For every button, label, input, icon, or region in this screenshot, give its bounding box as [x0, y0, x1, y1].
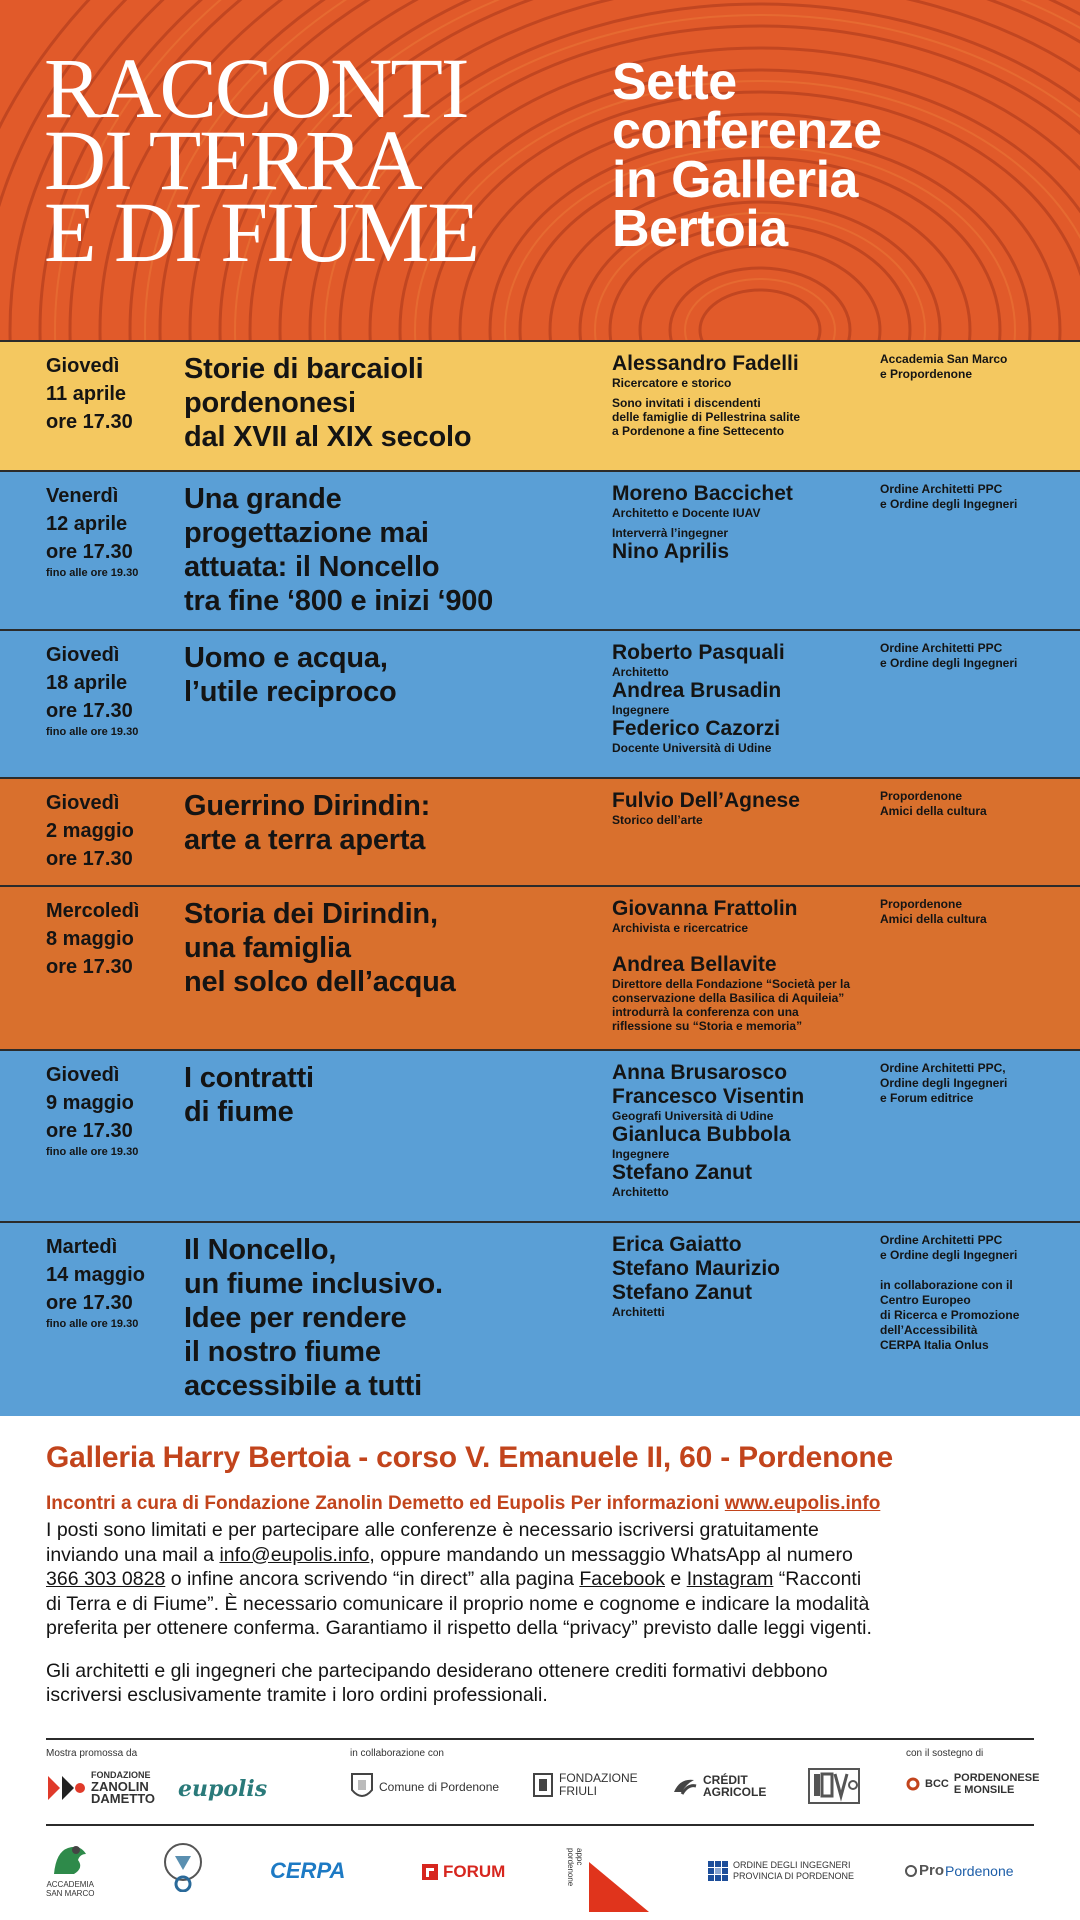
- organizer-line: e Propordenone: [880, 367, 973, 381]
- event-day: 9 maggio: [46, 1092, 134, 1114]
- event-title-line: Guerrino Dirindin:: [184, 790, 431, 822]
- title-line: DI TERRA: [44, 112, 421, 208]
- logo-text: AGRICOLE: [703, 1785, 767, 1799]
- event-organizer: [880, 1061, 1075, 1106]
- event-note: Interverrà l’ingegner: [612, 526, 729, 540]
- event-title-line: una famiglia: [184, 932, 351, 964]
- organizer-line: e Ordine degli Ingegneri: [880, 1248, 1018, 1262]
- speaker-name: Andrea Bellavite: [612, 953, 777, 976]
- friuli-text: [559, 1772, 638, 1798]
- subtitle-line: in Galleria: [612, 151, 858, 209]
- event-row: [0, 470, 1080, 629]
- info-line: preferita per ottenere conferma. Garantiamo il rispetto della “privacy” previsto dalle leggi vigenti.: [46, 1617, 872, 1639]
- event-note: a Pordenone a fine Settecento: [612, 424, 785, 438]
- info-line: Gli architetti e gli ingegneri che partecipando desiderano ottenere crediti formativi debbono: [46, 1659, 828, 1682]
- subtitle-line: conferenze: [612, 102, 882, 160]
- label-collaboration: in collaborazione con: [350, 1748, 444, 1759]
- event-weekday: Giovedì: [46, 792, 120, 814]
- logo-text: ORDINE DEGLI INGEGNERI: [733, 1860, 851, 1870]
- ingegneri-text: [733, 1860, 854, 1882]
- event-weekday: Venerdì: [46, 485, 119, 507]
- organizer-line: Amici della cultura: [880, 804, 987, 818]
- sponsors-row-bottom: [46, 1824, 1034, 1920]
- header-banner: [0, 0, 1080, 340]
- event-title: [184, 789, 594, 857]
- event-time: ore 17.30: [46, 700, 133, 722]
- bcc-logo: [906, 1772, 1039, 1796]
- speaker-role: Ricercatore e storico: [612, 376, 732, 390]
- event-note: Sono invitati i discendenti: [612, 396, 761, 410]
- event-row: [0, 777, 1080, 885]
- event-time: ore 17.30: [46, 1120, 133, 1142]
- event-note: delle famiglie di Pellestrina salite: [612, 410, 801, 424]
- curated-by: [46, 1492, 1046, 1516]
- speaker-name: Stefano Zanut: [612, 1161, 752, 1184]
- organizer-line: di Ricerca e Promozione: [880, 1308, 1020, 1322]
- registration-info: [46, 1518, 1046, 1641]
- organizer-line: Amici della cultura: [880, 912, 987, 926]
- event-day: 18 aprile: [46, 672, 128, 694]
- event-title: [184, 1061, 594, 1129]
- speaker-name: Stefano Zanut: [612, 1281, 752, 1304]
- speaker-name: Stefano Maurizio: [612, 1257, 781, 1280]
- cerpa-text: CERPA: [270, 1858, 346, 1883]
- levo-mark-icon: [808, 1768, 860, 1804]
- event-organizer: [880, 482, 1075, 512]
- bcc-prefix: BCC: [925, 1778, 949, 1790]
- speaker-name: Gianluca Bubbola: [612, 1123, 791, 1146]
- venue-address: Galleria Harry Bertoia - corso V. Emanuele II, 60 - Pordenone: [46, 1441, 894, 1474]
- organizer-line: Ordine Architetti PPC: [880, 1233, 1003, 1247]
- organizer-line: CERPA Italia Onlus: [880, 1338, 989, 1352]
- logo-text: FONDAZIONE: [91, 1770, 151, 1780]
- ingegneri-grid-icon: [708, 1861, 728, 1881]
- event-speakers: [612, 352, 882, 438]
- speaker-name: Moreno Baccichet: [612, 482, 793, 505]
- event-title-line: un fiume inclusivo.: [184, 1268, 443, 1300]
- curated-text: Incontri a cura di Fondazione Zanolin Demetto ed Eupolis Per informazioni: [46, 1493, 725, 1514]
- event-organizer: [880, 641, 1075, 671]
- event-organizer: [880, 789, 1075, 819]
- organizer-line: Centro Europeo: [880, 1293, 971, 1307]
- events-list: [0, 340, 1080, 1416]
- speaker-role: Architetti: [612, 1305, 665, 1319]
- event-time: ore 17.30: [46, 956, 133, 978]
- eupolis-text: eupolis: [178, 1776, 268, 1802]
- accademia-text: [46, 1880, 94, 1898]
- event-until: fino alle ore 19.30: [46, 567, 139, 579]
- credit-agricole-text: [703, 1774, 766, 1798]
- event-title-line: Uomo e acqua,: [184, 642, 388, 674]
- organizer-line: e Ordine degli Ingegneri: [880, 656, 1018, 670]
- event-day: 2 maggio: [46, 820, 134, 842]
- sponsors-row-top: [46, 1738, 1040, 1826]
- event-date: [46, 641, 186, 739]
- event-row: [0, 340, 1080, 470]
- event-title-line: accessibile a tutti: [184, 1370, 422, 1402]
- event-time: ore 17.30: [46, 411, 133, 433]
- event-weekday: Giovedì: [46, 355, 120, 377]
- organizer-line: e Forum editrice: [880, 1091, 974, 1105]
- info-text: o infine ancora scrivendo “in direct” alla pagina: [165, 1568, 580, 1590]
- speaker-name: Francesco Visentin: [612, 1085, 805, 1108]
- subtitle-line: Bertoia: [612, 200, 788, 258]
- event-title-line: Idee per rendere: [184, 1302, 407, 1334]
- speaker-role: Architetto e Docente IUAV: [612, 506, 761, 520]
- logo-text: FRIULI: [559, 1784, 598, 1798]
- event-title-line: Una grande: [184, 483, 342, 515]
- event-title: [184, 641, 594, 709]
- info-line: iscriversi esclusivamente tramite i loro ordini professionali.: [46, 1684, 548, 1706]
- info-text: , oppure mandando un messaggio WhatsApp al numero: [369, 1543, 853, 1566]
- event-until: fino alle ore 19.30: [46, 1146, 139, 1158]
- event-speakers: [612, 789, 882, 827]
- event-title: [184, 897, 594, 999]
- event-date: [46, 789, 186, 873]
- info-text: “Racconti: [773, 1568, 862, 1590]
- event-title-line: l’utile reciproco: [184, 676, 397, 708]
- info-text: e: [665, 1568, 687, 1590]
- event-title-line: pordenonesi: [184, 387, 356, 419]
- info-line: [46, 1543, 1046, 1568]
- event-title-line: attuata: il Noncello: [184, 551, 440, 583]
- propordenone-mark-icon: [904, 1864, 918, 1878]
- pordenone-text: Pordenone: [945, 1862, 1014, 1879]
- event-title-line: Storia dei Dirindin,: [184, 898, 438, 930]
- subtitle-line: Sette: [612, 53, 737, 111]
- speaker-name: Nino Aprilis: [612, 540, 730, 563]
- event-date: [46, 1233, 186, 1331]
- website-link[interactable]: www.eupolis.info: [724, 1493, 881, 1514]
- event-weekday: Giovedì: [46, 644, 120, 666]
- speaker-role: Ingegnere: [612, 1147, 670, 1161]
- event-title-line: il nostro fiume: [184, 1336, 381, 1368]
- subtitle: [612, 53, 882, 258]
- info-line: di Terra e di Fiume”. È necessario comunicare il proprio nome e cognome e indicare la modalità: [46, 1592, 870, 1615]
- phone-link[interactable]: 366 303 0828: [46, 1568, 166, 1590]
- ordine-ingegneri-logo: [708, 1860, 854, 1882]
- main-title: [44, 40, 478, 280]
- event-time: ore 17.30: [46, 1292, 133, 1314]
- appc-logo: [566, 1832, 649, 1912]
- event-date: [46, 482, 186, 580]
- logo-text: PROVINCIA DI PORDENONE: [733, 1871, 855, 1881]
- logo-text: ZANOLIN: [91, 1779, 149, 1794]
- event-day: 8 maggio: [46, 928, 134, 950]
- event-row: [0, 629, 1080, 777]
- event-title-line: tra fine ‘800 e inizi ‘900: [184, 585, 494, 617]
- logo-text: FONDAZIONE: [559, 1771, 638, 1785]
- zanolin-logo: [46, 1770, 155, 1805]
- logo-text: CRÉDIT: [703, 1773, 748, 1787]
- forum-logo: [422, 1862, 505, 1882]
- logo-text: ACCADEMIA: [46, 1880, 94, 1889]
- event-title-line: arte a terra aperta: [184, 824, 426, 856]
- propordenone-logo: [904, 1862, 1014, 1879]
- event-speakers: [612, 897, 882, 1033]
- organizer-line: dell’Accessibilità: [880, 1323, 978, 1337]
- label-promoted: Mostra promossa da: [46, 1748, 138, 1759]
- event-time: ore 17.30: [46, 848, 133, 870]
- event-title-line: di fiume: [184, 1096, 294, 1128]
- event-row: [0, 1049, 1080, 1221]
- comune-text: Comune di Pordenone: [379, 1780, 500, 1794]
- speaker-name: Anna Brusarosco: [612, 1061, 788, 1084]
- zanolin-text: [91, 1770, 155, 1805]
- credits-info: [46, 1659, 1046, 1708]
- comune-crest-icon: [350, 1772, 374, 1802]
- organizer-line: Accademia San Marco: [880, 352, 1008, 366]
- organizer-line: Propordenone: [880, 897, 963, 911]
- speaker-name: Andrea Brusadin: [612, 679, 782, 702]
- event-date: [46, 897, 186, 981]
- info-line: [46, 1567, 1046, 1592]
- speaker-name: Roberto Pasquali: [612, 641, 785, 664]
- organizer-line: Ordine Architetti PPC,: [880, 1061, 1006, 1075]
- event-organizer: [880, 1233, 1075, 1353]
- speaker-name: Federico Cazorzi: [612, 717, 781, 740]
- speaker-role: Ingegnere: [612, 703, 670, 717]
- event-title: [184, 352, 594, 454]
- organizer-line: Ordine Architetti PPC: [880, 641, 1003, 655]
- event-row: [0, 885, 1080, 1049]
- event-speakers: [612, 641, 882, 755]
- organizer-line: Ordine degli Ingegneri: [880, 1076, 1008, 1090]
- credit-agricole-logo: [672, 1774, 766, 1798]
- facebook-link[interactable]: Facebook: [579, 1568, 665, 1590]
- credit-agricole-mark-icon: [672, 1776, 698, 1796]
- amici-cultura-badge-icon: [160, 1842, 206, 1892]
- organizer-line: Propordenone: [880, 789, 963, 803]
- organizer-line: Ordine Architetti PPC: [880, 482, 1003, 496]
- label-support: con il sostegno di: [906, 1748, 984, 1759]
- speaker-name: Alessandro Fadelli: [612, 352, 799, 375]
- speaker-name: Giovanna Frattolin: [612, 897, 798, 920]
- title-line: RACCONTI: [44, 40, 468, 136]
- event-title-line: dal XVII al XIX secolo: [184, 421, 472, 453]
- event-weekday: Giovedì: [46, 1064, 120, 1086]
- instagram-link[interactable]: Instagram: [686, 1568, 774, 1590]
- event-note: conservazione della Basilica di Aquileia”: [612, 991, 845, 1005]
- event-note: introdurrà la conferenza con una: [612, 1005, 799, 1019]
- speaker-role: Docente Università di Udine: [612, 741, 772, 755]
- event-until: fino alle ore 19.30: [46, 726, 139, 738]
- event-day: 14 maggio: [46, 1264, 145, 1286]
- event-note: Direttore della Fondazione “Società per la: [612, 977, 851, 991]
- info-section: [46, 1440, 1046, 1708]
- event-date: [46, 352, 186, 436]
- comune-logo: [350, 1772, 499, 1802]
- zanolin-mark-icon: [46, 1772, 86, 1804]
- forum-mark-icon: [422, 1864, 438, 1880]
- event-title-line: I contratti: [184, 1062, 314, 1094]
- lion-icon: [50, 1840, 90, 1878]
- event-speakers: [612, 1233, 882, 1319]
- speaker-role: Architetto: [612, 1185, 669, 1199]
- logo-text: DAMETTO: [91, 1791, 156, 1806]
- appc-text: appc pordenone: [566, 1848, 584, 1887]
- event-weekday: Mercoledì: [46, 900, 140, 922]
- pro-text: Pro: [919, 1862, 945, 1879]
- logo-text: E MONSILE: [953, 1784, 1015, 1796]
- speaker-name: Erica Gaiatto: [612, 1233, 742, 1256]
- levo-logo: [808, 1768, 860, 1804]
- organizer-line: in collaborazione con il: [880, 1278, 1013, 1292]
- event-day: 11 aprile: [46, 383, 127, 405]
- event-until: fino alle ore 19.30: [46, 1318, 139, 1330]
- info-text: inviando una mail a: [46, 1543, 220, 1566]
- title-line: E DI FIUME: [44, 184, 478, 280]
- amici-cultura-logo: [160, 1842, 206, 1892]
- event-title-line: Il Noncello,: [184, 1234, 337, 1266]
- cerpa-logo: [270, 1858, 345, 1884]
- event-row: [0, 1221, 1080, 1416]
- event-speakers: [612, 1061, 882, 1199]
- event-time: ore 17.30: [46, 541, 133, 563]
- appc-arrow-icon: [589, 1832, 649, 1912]
- event-date: [46, 1061, 186, 1159]
- bcc-text: [954, 1772, 1040, 1796]
- accademia-san-marco-logo: [46, 1840, 94, 1898]
- organizer-line: e Ordine degli Ingegneri: [880, 497, 1018, 511]
- event-title: [184, 1233, 594, 1403]
- logo-text: SAN MARCO: [46, 1889, 95, 1898]
- logo-text: PORDENONESE: [953, 1772, 1040, 1784]
- event-title-line: nel solco dell’acqua: [184, 966, 456, 998]
- speaker-role: Geografi Università di Udine: [612, 1109, 774, 1123]
- eupolis-logo: [178, 1776, 267, 1802]
- event-day: 12 aprile: [46, 513, 128, 535]
- bcc-mark-icon: [906, 1777, 920, 1791]
- forum-text: FORUM: [443, 1862, 506, 1881]
- friuli-mark-icon: [532, 1772, 554, 1798]
- event-organizer: [880, 352, 1075, 382]
- event-title-line: progettazione mai: [184, 517, 429, 549]
- speaker-name: Fulvio Dell’Agnese: [612, 789, 800, 812]
- event-weekday: Martedì: [46, 1236, 118, 1258]
- event-note: riflessione su “Storia e memoria”: [612, 1019, 803, 1033]
- info-line: I posti sono limitati e per partecipare alle conferenze è necessario iscriversi gratuitamente: [46, 1519, 819, 1541]
- event-title-line: Storie di barcaioli: [184, 353, 424, 385]
- email-link[interactable]: info@eupolis.info: [219, 1543, 370, 1566]
- speaker-role: Storico dell’arte: [612, 813, 703, 827]
- speaker-role: Archivista e ricercatrice: [612, 921, 749, 935]
- event-title: [184, 482, 594, 618]
- event-organizer: [880, 897, 1075, 927]
- speaker-role: Architetto: [612, 665, 669, 679]
- event-speakers: [612, 482, 882, 564]
- fondazione-friuli-logo: [532, 1772, 638, 1798]
